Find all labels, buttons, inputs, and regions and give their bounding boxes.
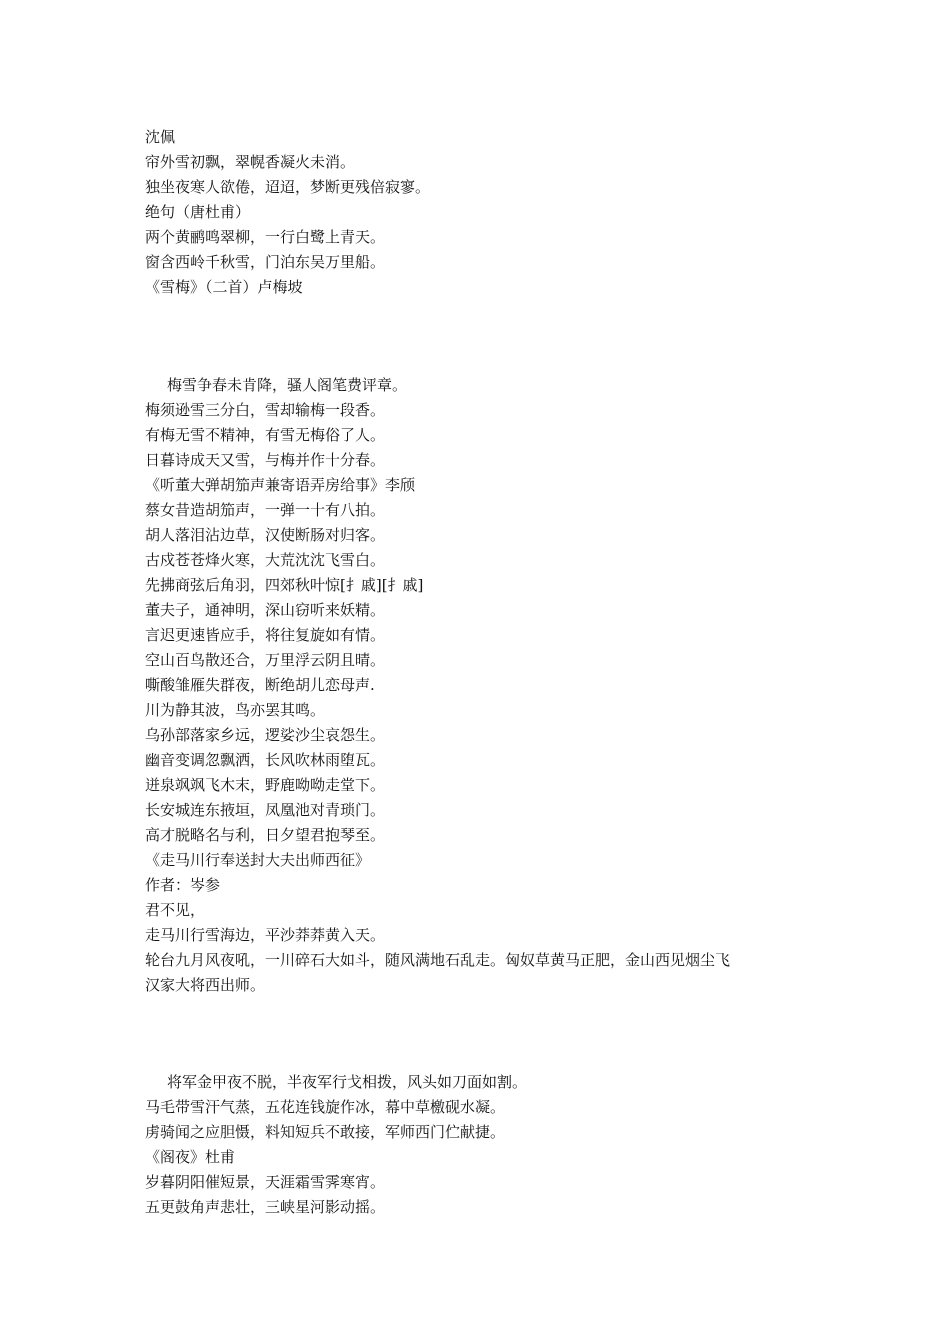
text-line: 作者：岑参: [145, 876, 221, 894]
text-section-1: [145, 125, 835, 300]
text-line: 川为静其波，鸟亦罢其鸣。: [145, 701, 326, 719]
text-line: 董夫子，通神明，深山窃听来妖精。: [145, 601, 386, 619]
text-line: 古戍苍苍烽火寒，大荒沈沈飞雪白。: [145, 551, 386, 569]
text-line: 帘外雪初飘，翠幌香凝火未消。: [145, 153, 356, 171]
text-line: 汉家大将西出师。: [145, 976, 266, 994]
text-section-3: [145, 1070, 835, 1220]
text-line: 蔡女昔造胡笳声，一弹一十有八拍。: [145, 501, 386, 519]
text-line: 《听董大弹胡笳声兼寄语弄房给事》李颀: [145, 476, 416, 494]
text-section-2: [145, 373, 835, 998]
text-line: 走马川行雪海边，平沙莽莽黄入天。: [145, 926, 386, 944]
text-line: 君不见，: [145, 901, 206, 919]
text-line: 高才脱略名与利，日夕望君抱琴至。: [145, 826, 386, 844]
text-line: 两个黄鹂鸣翠柳，一行白鹭上青天。: [145, 228, 386, 246]
text-line: 将军金甲夜不脱，半夜军行戈相拨，风头如刀面如割。: [167, 1073, 528, 1091]
text-line: 《雪梅》（二首）卢梅坡: [145, 278, 303, 296]
text-line: 窗含西岭千秋雪，门泊东吴万里船。: [145, 253, 386, 271]
text-line: 沈佩: [145, 128, 176, 146]
text-line: 迸泉飒飒飞木末，野鹿呦呦走堂下。: [145, 776, 386, 794]
text-line: 岁暮阴阳催短景，天涯霜雪霁寒宵。: [145, 1173, 386, 1191]
text-line: 五更鼓角声悲壮，三峡星河影动摇。: [145, 1198, 386, 1216]
text-line: 先拂商弦后角羽，四郊秋叶惊[扌戚][扌戚]: [145, 576, 424, 594]
text-line: 梅雪争春未肯降，骚人阁笔费评章。: [167, 376, 408, 394]
text-line: 言迟更速皆应手，将往复旋如有情。: [145, 626, 386, 644]
text-line: 空山百鸟散还合，万里浮云阴且晴。: [145, 651, 386, 669]
text-line: 虏骑闻之应胆慑，料知短兵不敢接，军师西门伫献捷。: [145, 1123, 506, 1141]
text-line: 《阁夜》杜甫: [145, 1148, 236, 1166]
text-line: 独坐夜寒人欲倦，迢迢，梦断更残倍寂寥。: [145, 178, 431, 196]
text-line: 日暮诗成天又雪，与梅并作十分春。: [145, 451, 386, 469]
text-line: 轮台九月风夜吼，一川碎石大如斗，随风满地石乱走。匈奴草黄马正肥，金山西见烟尘飞: [145, 951, 731, 969]
text-line: 马毛带雪汗气蒸，五花连钱旋作冰，幕中草檄砚水凝。: [145, 1098, 506, 1116]
text-line: 胡人落泪沾边草，汉使断肠对归客。: [145, 526, 386, 544]
text-line: 《走马川行奉送封大夫出师西征》: [145, 851, 371, 869]
text-line: 绝句（唐杜甫）: [145, 203, 251, 221]
text-line: 梅须逊雪三分白，雪却输梅一段香。: [145, 401, 386, 419]
text-line: 有梅无雪不精神，有雪无梅俗了人。: [145, 426, 386, 444]
text-line: 嘶酸雏雁失群夜，断绝胡儿恋母声.: [145, 676, 375, 694]
text-line: 乌孙部落家乡远，逻娑沙尘哀怨生。: [145, 726, 386, 744]
text-line: 长安城连东掖垣，凤凰池对青琐门。: [145, 801, 386, 819]
text-line: 幽音变调忽飘洒，长风吹林雨堕瓦。: [145, 751, 386, 769]
